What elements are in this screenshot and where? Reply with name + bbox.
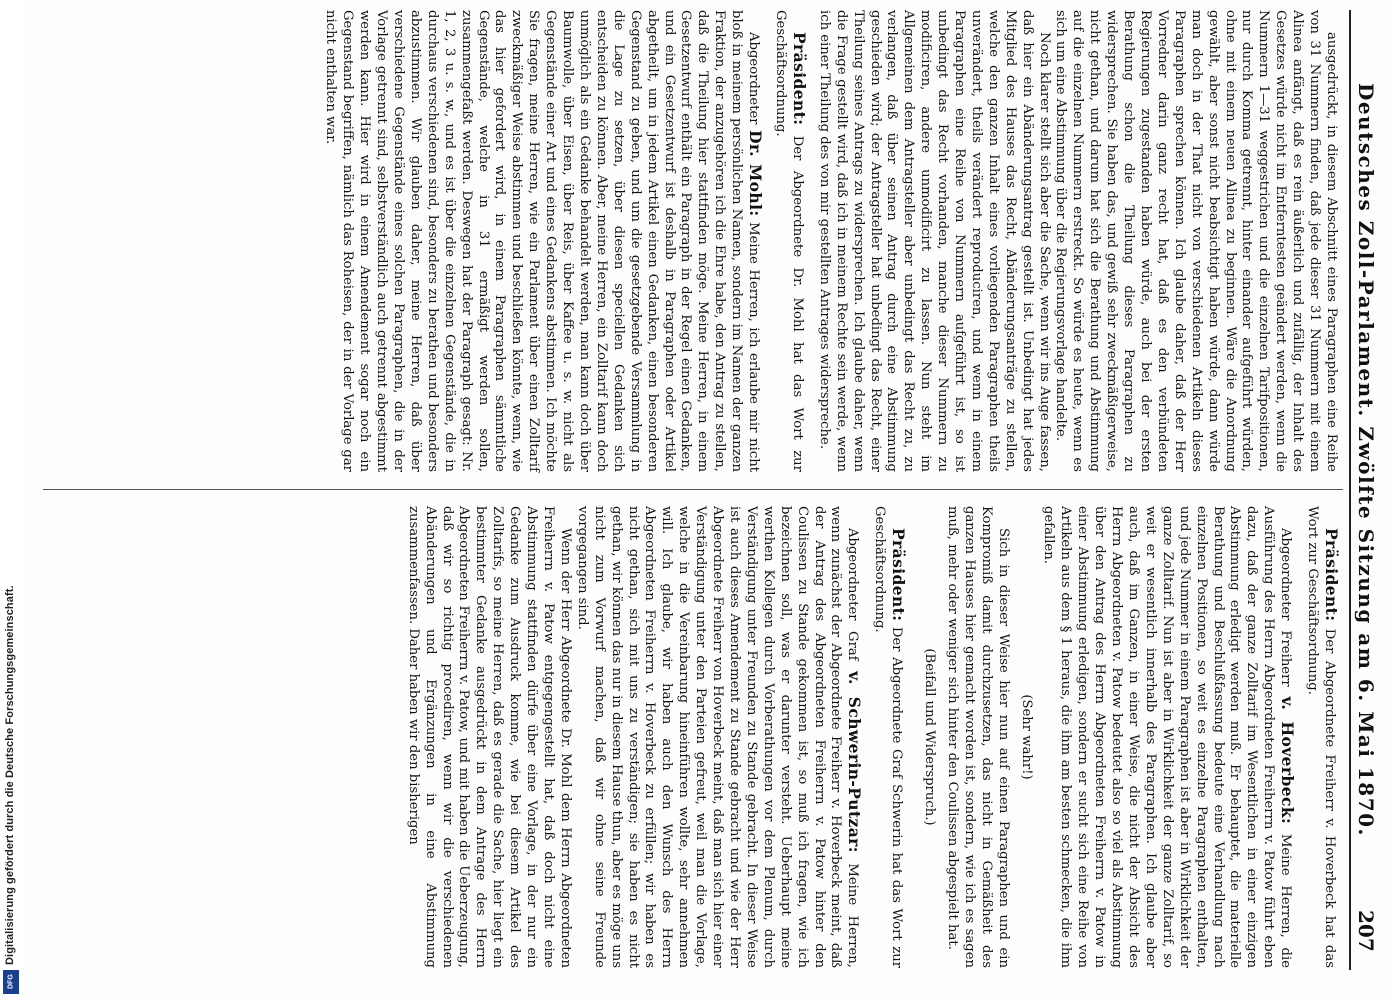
speaker-name: Präsident: bbox=[889, 528, 909, 622]
digitization-notice: Digitalisierung gefördert durch die Deutsche Forschungsgemeinschaft. bbox=[4, 585, 16, 965]
speaker-name: Dr. Mohl: bbox=[746, 130, 766, 217]
left-column bbox=[39, 10, 1339, 472]
interjection: (Beifall und Widerspruch.) bbox=[922, 648, 938, 826]
right-column bbox=[39, 506, 1339, 968]
spacer bbox=[763, 10, 771, 472]
member-speech bbox=[573, 506, 865, 968]
speaker-name: v. Hoverbeck: bbox=[1278, 696, 1298, 825]
speech-text: Meine Herren, ich erlaube mir nicht bloß in meinem persönlichen Namen, sondern im Namen der ganzen Fraktion, der anzugehören ich die Ehre habe, den Antrag zu stellen, daß die Theilung hier stattfinden möge. Meine Herren, in einem Gesetzentwurf enthält ein Paragraph in der Regel einen Gedanken, und ein Gesetzentwurf ist deshalb in Paragraphen oder Artikel abgetheilt, um in jedem Artikel einen Gedanken, einen besonderen Gegenstand zu geben, und um die gesetzgebende Versammlung in die Lage zu setzen, über diesen speciellen Gedanken sich entscheiden zu können. Aber, meine Herren, ein Zolltarif kann doch unmöglich als ein Gedanke behandelt werden, man kann doch über Baumwolle, über Eisen, über Reis, über Kaffee u. s. w. nicht als Gegenstände einer Art und eines Gedankens abstimmen. Ich möchte Sie fragen, meine Herren, wie ein Parlament über einen Zolltarif zweckmäßiger Weise abstimmen und beschließen könnte, wenn, wie das hier gefordert wird, in einem Paragraphen sämmtliche Gegenstände, welche in 31 ermäßigt werden sollen, zusammengefaßt werden. Deswegen hat der Paragraph gesagt: Nr. 1, 2, 3 u. s. w., und es ist über die einzelnen Gegenstände, die in durchaus verschiedenen sind, besonders zu berathen und besonders abzustimmen. Wir glauben daher, meine Herren, daß über verschiedene Gegenstände eines solchen Paragraphen, die in der Vorlage getrennt sind, selbstverständlich auch getrennt abgestimmt werden kann. Hier wird in einem Amendement sogar noch ein Gegenstand begriffen, nämlich das Roheisen, der in der Vorlage gar nicht enthalten war. bbox=[323, 10, 762, 472]
member-speech bbox=[1040, 506, 1296, 968]
interjection: (Sehr wahr!) bbox=[1018, 694, 1034, 780]
speech-text: Der Abgeordnete Dr. Mohl hat das Wort zur Geschäftsordnung. bbox=[773, 10, 805, 472]
paragraph: Wenn der Herr Abgeordnete Dr. Mohl dem Herrn Abgeordneten Freiherrn v. Patow entgegengestellt hat, daß doch nicht eine Abstimmung stattfinden dürfe über eine Vorlage, in der nur ein Gedanke zum Ausdruck komme, wie bei diesem Artikel des Zolltarifs, so meine Herren, daß es gerade die Sache, hier liegt ein bestimmter Gedanke ausgedrückt in dem Antrage des Herrn Abgeordneten Freiherrn v. Patow, und mit haben die Ueberzeugung, daß wir so richtig procediren, wenn wir die verschiedenen Abänderungen und Ergänzungen in eine Abstimmung zusammenfassen. Daher haben wir den bisherigen bbox=[405, 506, 573, 968]
speech-text: Meine Herren, wenn zunächst der Abgeordnete Freiherr v. Hoverbeck meint, daß der Antrag des Abgeordneten Freiherrn v. Patow hinter den Coulissen zu Stande gekommen ist, so muß ich fragen, wie ich bezeichnen soll, was er darunter versteht. Ueberhaupt meine werthen Kollegen durch Vorberathungen vor dem Plenum, durch Verständigung unter Freunden zu Stande gebracht. In dieser Weise ist auch dieses Amendement zu Stande gebracht und wie der Herr Abgeordnete Freiherr von Hoverbeck meint, daß man sich hier einer Verständigung unter den Parteien gefreut, weil man die Vorlage, welche in die Vereinbarung hineinführen wollte, sehr annehmen will. Ich glaube, wir haben auch den Wunsch des Herrn Abgeordneten Freiherrn v. Hoverbeck zu erfüllen; wir haben es nicht gethan, sich mit uns zu verständigen; sie haben es nicht gethan, wir können das nur in diesem Hause thun, aber es möge uns nicht zum Vorwurf machen, daß wir ohne seine Freunde vorgegangen sind. bbox=[574, 506, 861, 968]
running-header bbox=[1349, 10, 1383, 970]
paragraph: Sich in dieser Weise hier nun auf einen Paragraphen und ein Kompromiß damit durchzusetzen, das nicht in Gemäßheit des ganzen Hauses hier gemacht worden ist, sondern, wie ich es sagen muß, mehr oder weniger sich hinter den Coulissen abgespielt hat. bbox=[944, 506, 1011, 968]
newspaper-page-rotated bbox=[31, 10, 1383, 970]
column-divider bbox=[43, 489, 1343, 490]
speech-text: Der Abgeordnete Graf Schwerin hat das Wort zur Geschäftsordnung. bbox=[872, 506, 905, 968]
president-statement bbox=[870, 506, 909, 968]
speaker-title: Abgeordneter Freiherr bbox=[1278, 528, 1294, 687]
president-statement bbox=[1303, 506, 1339, 968]
paragraph: Noch klarer stellt sich aber die Sache, wenn wir ins Auge fassen, daß hier ein Abänderungsantrag gestellt ist. Unbedingt hat jedes Mitglied des Hauses das Recht, Abänderungsanträge zu stellen, welche den ganzen Inhalt eines vorliegenden Paragraphen theils unverändert, theils verändert reproduciren, und wenn in einem Paragraphen eine Reihe von Nummern aufgeführt ist, so ist unbedingt das Recht vorhanden, manche dieser Nummern zu modificiren, andere unmodificirt zu lassen. Nun steht im Allgemeinen dem Antragsteller aber unbedingt das Recht zu, zu verlangen, daß über seinen Antrag durch eine Abstimmung geschieden wird; der Antragsteller hat unbedingt das Recht, einer Theilung seines Antrags zu widersprechen. Ich glaube daher, wenn die Frage gestellt wird, daß ich in meinem Rechte sein werde, wenn ich einer Theilung des von mir gestellten Antrages widerspreche. bbox=[816, 10, 1052, 472]
page-number: 207 bbox=[1354, 910, 1378, 952]
member-speech bbox=[322, 10, 764, 472]
dfg-logo: DFG bbox=[3, 970, 19, 994]
running-title: Deutsches Zoll-Parlament. Zwölfte Sitzung am 6. Mai 1870. bbox=[1354, 82, 1378, 837]
speaker-name: Präsident: bbox=[789, 32, 809, 126]
speaker-title: Abgeordneter Graf bbox=[845, 528, 861, 661]
speaker-title: Abgeordneter bbox=[746, 32, 762, 125]
speaker-name: v. Schwerin-Putzar: bbox=[845, 671, 865, 853]
speaker-name: Präsident: bbox=[1322, 528, 1341, 622]
speech-text: Meine Herren, die Ausführung des Herrn Abgeordneten Freiherrn v. Patow führt eben dazu, daß der ganze Zolltarif im Wesentlichen in einer einzigen Abstimmung erledigt werden muß. Er behauptet, die materielle Berathung und Beschlußfassung bedeute eine Verhandlung nach einzelnen Positionen, so weit es einzelne Paragraphen enthalten, und jede Nummer in einem Paragraphen ist aber in Wirklichkeit der ganze Zolltarif. Nun ist aber in Wirklichkeit der ganze Zolltarif, so weit er wesentlich innerhalb des Paragraphen. Ich glaube aber auch, daß im Ganzen, in einer Weise, die nicht der Absicht des Herrn Abgeordneten v. Patow bedeutet also so viel als Abstimmung über den Antrag des Herrn Abgeordneten Freiherrn v. Patow in einer Abstimmung erledigen, sondern er sucht sich eine Reihe von Artikeln aus dem § 1 heraus, die ihm am besten schmecken, die ihm gefallen. bbox=[1041, 506, 1294, 969]
speech-text: Der Abgeordnete Freiherr v. Hoverbeck hat das Wort zur Geschäftsordnung. bbox=[1305, 506, 1337, 969]
president-statement bbox=[771, 10, 807, 472]
paragraph: ausgedrückt, in diesem Abschnitt eines Paragraphen eine Reihe von 31 Nummern finden, daß jede dieser 31 Nummern mit einem Alinea anfängt, daß es rein äußerlich und zufällig, der Inhalt des Gesetzes würde nicht im Entferntesten geändert werden, wenn die Nummern 1—31 weggestrichen und die einzelnen Tarifpositionen, nur durch Komma getrennt, hinter einander aufgeführt würden, ohne mit einem neuen Alinea zu beginnen. Wäre die Anordnung gewählt, aber sonst nicht beabsichtigt haben würde, dann würde man doch in der That nicht von verschiedenen Artikeln dieses Paragraphen sprechen können. Ich glaube daher, daß der Herr Vorredner darin ganz recht hat, daß es den verbündeten Regierungen zugestanden haben würde, auch bei der ersten Berathung schon die Theilung dieses Paragraphen zu widersprechen. Sie haben das, und gewiß sehr zweckmäßigerweise, nicht gethan, und darum hat sich die Berathung und Abstimmung auf die einzelnen Nummern erstreckt. So würde es heute, wenn es sich um eine Abstimmung über die Regierungsvorlage handelte. bbox=[1053, 10, 1339, 472]
digitization-strip bbox=[0, 0, 22, 1000]
